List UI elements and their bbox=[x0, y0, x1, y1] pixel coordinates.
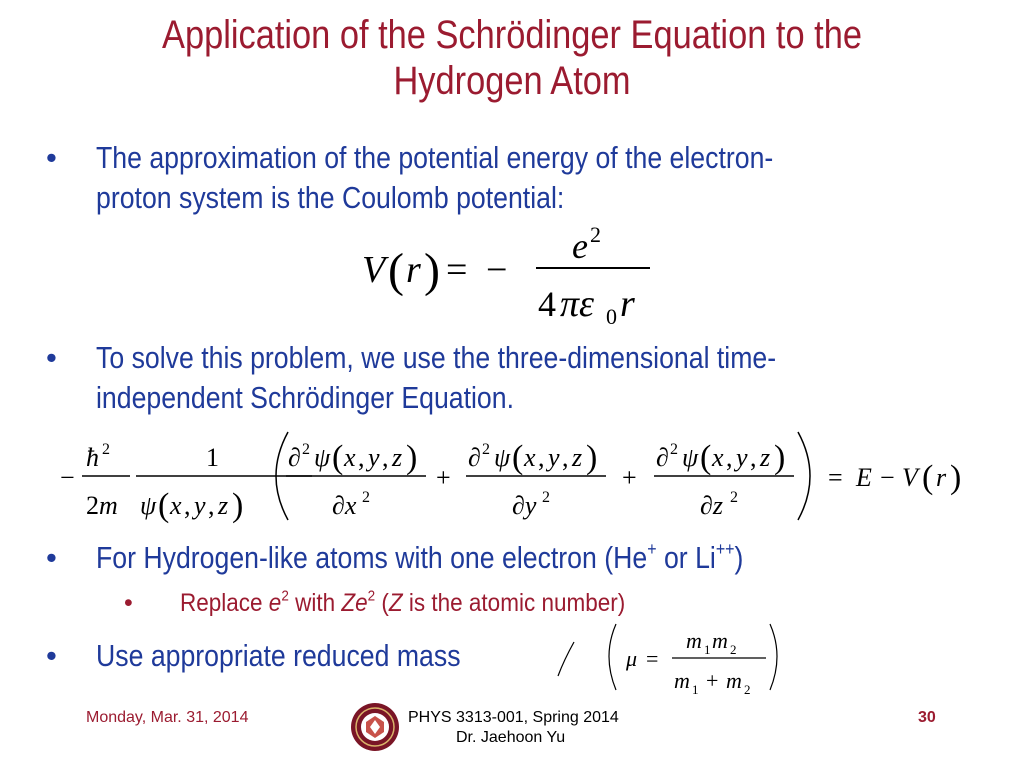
svg-text:,: , bbox=[562, 443, 569, 472]
svg-text:,: , bbox=[184, 491, 191, 520]
svg-text:x: x bbox=[170, 491, 182, 520]
bullet-text-part: or Li bbox=[656, 540, 716, 575]
sub-bullet-text bbox=[180, 588, 625, 618]
svg-text:r: r bbox=[936, 463, 947, 492]
svg-text:∂x: ∂x bbox=[332, 491, 357, 520]
bullet-text-part: ) bbox=[734, 540, 744, 575]
footer-course-info bbox=[408, 708, 648, 748]
sub-text: is the atomic number) bbox=[402, 589, 626, 617]
svg-text:m: m bbox=[726, 668, 742, 693]
svg-text:V: V bbox=[902, 463, 918, 492]
svg-text:0: 0 bbox=[606, 304, 617, 329]
svg-text:r: r bbox=[406, 249, 421, 291]
sub-bullet-dot: • bbox=[124, 589, 133, 617]
schrodinger-equation bbox=[56, 428, 986, 528]
slide-title bbox=[106, 12, 918, 104]
slide-title-line1: Application of the Schrödinger Equation to the bbox=[162, 13, 862, 57]
svg-text:x: x bbox=[712, 443, 724, 472]
svg-text:2: 2 bbox=[730, 642, 737, 657]
svg-text:ψ: ψ bbox=[314, 443, 331, 472]
svg-text:(: ( bbox=[332, 439, 344, 476]
svg-text:): ) bbox=[406, 439, 418, 476]
svg-text:+: + bbox=[706, 668, 719, 693]
svg-text:4: 4 bbox=[538, 284, 556, 324]
svg-text:x: x bbox=[524, 443, 536, 472]
svg-text:,: , bbox=[208, 491, 215, 520]
svg-text:=: = bbox=[828, 463, 843, 492]
bullet-text: Use appropriate reduced mass bbox=[96, 638, 461, 673]
svg-text:∂: ∂ bbox=[656, 443, 669, 472]
svg-text:−: − bbox=[486, 249, 508, 291]
svg-text:e: e bbox=[572, 226, 588, 266]
svg-text:): ) bbox=[232, 487, 244, 524]
svg-text:1: 1 bbox=[206, 443, 219, 472]
svg-text:2: 2 bbox=[362, 489, 370, 506]
svg-text:2: 2 bbox=[302, 441, 310, 458]
svg-text:,: , bbox=[538, 443, 545, 472]
svg-text:2: 2 bbox=[744, 682, 751, 697]
svg-text:y: y bbox=[736, 443, 748, 472]
superscript: ++ bbox=[715, 537, 735, 559]
svg-text:∂: ∂ bbox=[468, 443, 481, 472]
svg-text:ψ: ψ bbox=[494, 443, 511, 472]
svg-text:m: m bbox=[686, 628, 702, 653]
svg-text:−: − bbox=[880, 463, 895, 492]
svg-text:=: = bbox=[446, 249, 468, 291]
svg-text:E: E bbox=[856, 463, 872, 492]
svg-text:x: x bbox=[344, 443, 356, 472]
page-number: 30 bbox=[918, 709, 936, 726]
svg-text:): ) bbox=[774, 439, 786, 476]
svg-text:2m: 2m bbox=[86, 491, 118, 520]
svg-text:(: ( bbox=[388, 244, 404, 297]
svg-text:μ: μ bbox=[626, 646, 638, 671]
bullet-text-line1: The approximation of the potential energy of the electron- bbox=[96, 140, 774, 175]
sub-text: ( bbox=[375, 589, 389, 617]
footer-instructor: Dr. Jaehoon Yu bbox=[456, 729, 566, 746]
bullet-text-line2: proton system is the Coulomb potential: bbox=[96, 180, 565, 215]
bullet-dot: • bbox=[46, 140, 57, 175]
footer-course: PHYS 3313-001, Spring 2014 bbox=[408, 709, 619, 726]
sub-text-italic: Z bbox=[388, 589, 403, 617]
svg-text:(: ( bbox=[512, 439, 524, 476]
svg-text:2: 2 bbox=[542, 489, 550, 506]
svg-text:ψ: ψ bbox=[682, 443, 699, 472]
svg-text:ψ: ψ bbox=[140, 491, 157, 520]
superscript: 2 bbox=[367, 587, 376, 605]
footer-date: Monday, Mar. 31, 2014 bbox=[86, 709, 249, 726]
svg-text:2: 2 bbox=[590, 222, 601, 247]
svg-text:1: 1 bbox=[704, 642, 711, 657]
svg-text:r: r bbox=[620, 283, 635, 325]
svg-text:=: = bbox=[646, 646, 659, 671]
svg-text:πε: πε bbox=[560, 283, 595, 325]
svg-text:2: 2 bbox=[730, 489, 738, 506]
slide-title-line2: Hydrogen Atom bbox=[393, 59, 631, 103]
bullet-dot: • bbox=[46, 340, 57, 375]
svg-text:): ) bbox=[424, 244, 440, 297]
superscript: + bbox=[647, 537, 657, 559]
svg-text:∂: ∂ bbox=[288, 443, 301, 472]
svg-text:−: − bbox=[60, 463, 75, 492]
svg-text:z: z bbox=[392, 443, 403, 472]
svg-text:,: , bbox=[750, 443, 757, 472]
svg-text:m: m bbox=[674, 668, 690, 693]
bullet-dot: • bbox=[46, 540, 57, 575]
reduced-mass-equation bbox=[556, 618, 786, 698]
bullet-dot: • bbox=[46, 638, 57, 673]
svg-text:(: ( bbox=[158, 487, 170, 524]
svg-text:+: + bbox=[436, 463, 451, 492]
sub-text-italic: Ze bbox=[341, 589, 368, 617]
svg-text:2: 2 bbox=[482, 441, 490, 458]
svg-text:(: ( bbox=[700, 439, 712, 476]
bullet-text bbox=[96, 538, 743, 578]
sub-text-italic: e bbox=[268, 589, 282, 617]
svg-text:(: ( bbox=[922, 459, 934, 496]
sub-text: Replace bbox=[180, 589, 269, 617]
svg-text:,: , bbox=[382, 443, 389, 472]
svg-text:y: y bbox=[194, 491, 206, 520]
svg-text:,: , bbox=[726, 443, 733, 472]
svg-text:2: 2 bbox=[670, 441, 678, 458]
svg-text:ħ: ħ bbox=[86, 443, 99, 472]
svg-text:1: 1 bbox=[692, 682, 699, 697]
svg-text:): ) bbox=[586, 439, 598, 476]
bullet-text-part: For Hydrogen-like atoms with one electron (He bbox=[96, 540, 648, 575]
svg-text:∂y: ∂y bbox=[512, 491, 537, 520]
bullet-text-line1: To solve this problem, we use the three-dimensional time- bbox=[96, 340, 777, 375]
svg-text:z: z bbox=[760, 443, 771, 472]
university-seal-icon bbox=[350, 702, 400, 752]
svg-text:∂z: ∂z bbox=[700, 491, 723, 520]
svg-text:): ) bbox=[950, 459, 962, 496]
bullet-text-line2: independent Schrödinger Equation. bbox=[96, 380, 515, 415]
svg-text:z: z bbox=[572, 443, 583, 472]
svg-text:V: V bbox=[362, 249, 386, 291]
svg-text:2: 2 bbox=[102, 441, 110, 458]
svg-text:m: m bbox=[712, 628, 728, 653]
svg-text:y: y bbox=[368, 443, 380, 472]
svg-text:z: z bbox=[218, 491, 229, 520]
svg-text:+: + bbox=[622, 463, 637, 492]
coulomb-potential-equation bbox=[360, 220, 670, 330]
superscript: 2 bbox=[281, 587, 289, 605]
svg-text:y: y bbox=[548, 443, 560, 472]
svg-text:,: , bbox=[358, 443, 365, 472]
sub-text: with bbox=[288, 589, 342, 617]
